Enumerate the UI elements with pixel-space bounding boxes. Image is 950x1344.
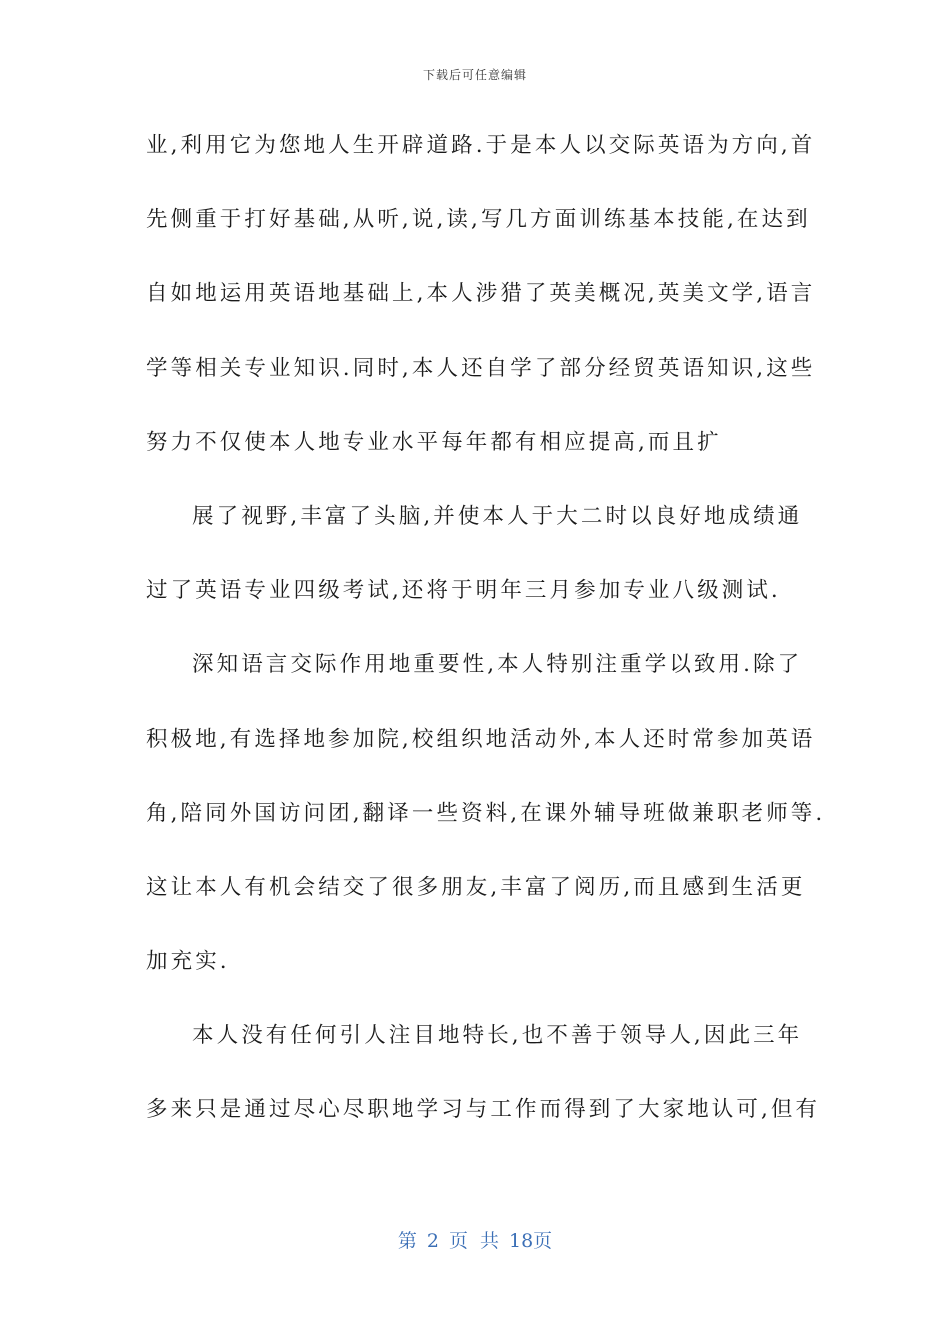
- text-line: 先侧重于打好基础,从听,说,读,写几方面训练基本技能,在达到: [146, 207, 811, 233]
- text-line: 积极地,有选择地参加院,校组织地活动外,本人还时常参加英语: [146, 726, 816, 752]
- text-line: 自如地运用英语地基础上,本人涉猎了英美概况,英美文学,语言: [146, 281, 816, 307]
- page-header-note: 下载后可任意编辑: [422, 68, 527, 82]
- page-number-footer: [0, 1226, 950, 1253]
- current-page-number: 2: [426, 1230, 439, 1252]
- text-line: 努力不仅使本人地专业水平每年都有相应提高,而且扩: [146, 429, 722, 455]
- total-pages: 18页: [508, 1230, 553, 1252]
- text-line: 学等相关专业知识.同时,本人还自学了部分经贸英语知识,这些: [146, 355, 816, 381]
- document-body: [146, 124, 826, 1163]
- text-line: 这让本人有机会结交了很多朋友,丰富了阅历,而且感到生活更: [146, 874, 806, 900]
- text-line: 加充实.: [146, 949, 230, 975]
- text-line: 多来只是通过尽心尽职地学习与工作而得到了大家地认可,但有: [146, 1097, 821, 1123]
- paragraph-start-line: 展了视野,丰富了头脑,并使本人于大二时以良好地成绩通: [192, 503, 803, 529]
- page-label-prefix: 第: [397, 1230, 417, 1252]
- text-line: 角,陪同外国访问团,翻译一些资料,在课外辅导班做兼职老师等.: [146, 800, 826, 826]
- paragraph-start-line: 本人没有任何引人注目地特长,也不善于领导人,因此三年: [192, 1023, 803, 1049]
- paragraph-start-line: 深知语言交际作用地重要性,本人特别注重学以致用.除了: [192, 652, 803, 678]
- text-line: 业,利用它为您地人生开辟道路.于是本人以交际英语为方向,首: [146, 133, 816, 158]
- text-line: 过了英语专业四级考试,还将于明年三月参加专业八级测试.: [146, 578, 781, 604]
- page-label-mid: 页 共: [448, 1230, 499, 1252]
